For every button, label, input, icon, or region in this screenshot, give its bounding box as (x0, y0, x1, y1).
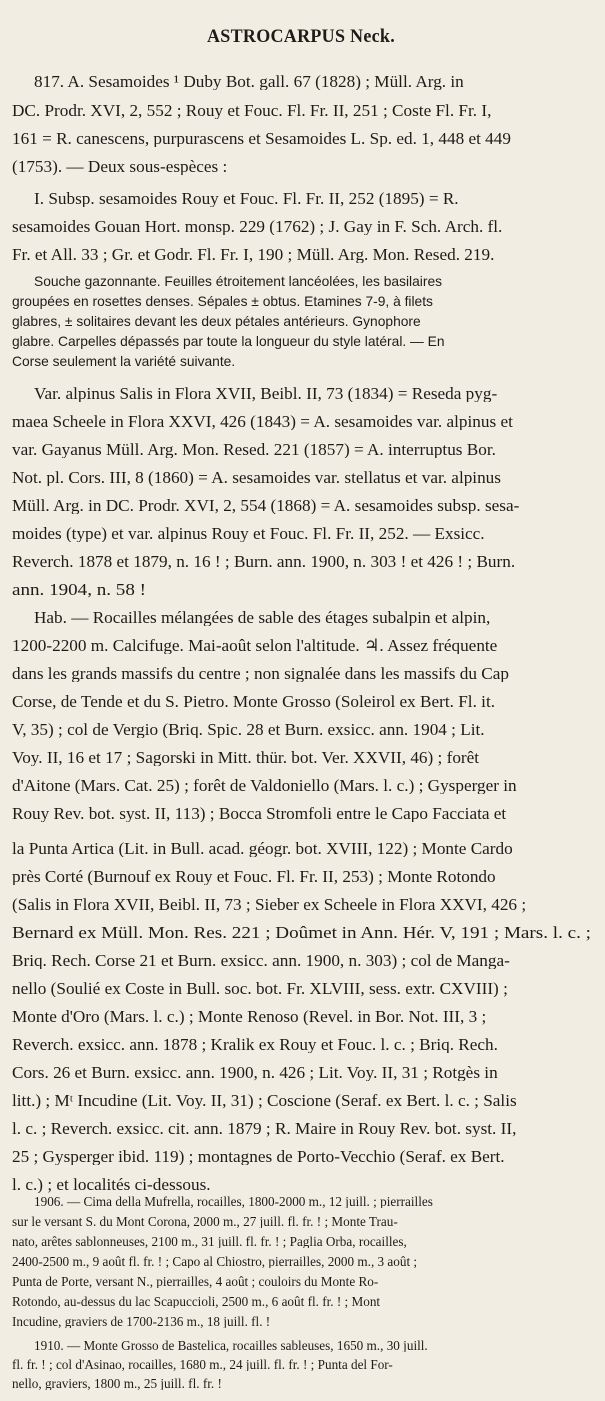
text-line: glabres, ± solitaires devant les deux pétales antérieurs. Gynophore (12, 315, 421, 329)
text-line: Müll. Arg. in DC. Prodr. XVI, 2, 554 (1868) = A. sesamoides subsp. sesa- (12, 497, 520, 515)
text-line: groupées en rosettes denses. Sépales ± obtus. Etamines 7-9, à filets (12, 295, 433, 309)
text-line: Voy. II, 16 et 17 ; Sagorski in Mitt. thür. bot. Ver. XXVII, 46) ; forêt (12, 749, 480, 767)
text-line: d'Aitone (Mars. Cat. 25) ; forêt de Valdoniello (Mars. l. c.) ; Gysperger in (12, 777, 517, 795)
text-line: sur le versant S. du Mont Corona, 2000 m., 27 juill. fl. fr. ! ; Monte Trau- (12, 1215, 398, 1229)
text-line: Monte d'Oro (Mars. l. c.) ; Monte Renoso (Revel. in Bor. Not. III, 3 ; (12, 1008, 487, 1026)
text-line: litt.) ; Mᵗ Incudine (Lit. Voy. II, 31) ; Coscione (Seraf. ex Bert. l. c. ; Salis (12, 1092, 517, 1110)
text-line: Bernard ex Müll. Mon. Res. 221 ; Doûmet in Ann. Hér. V, 191 ; Mars. l. c. ; (12, 924, 591, 942)
text-line: 2400-2500 m., 9 août fl. fr. ! ; Capo al Chiostro, pierrailles, 2000 m., 3 août ; (12, 1255, 418, 1269)
text-line: Corse seulement la variété suivante. (12, 355, 236, 369)
text-line: Fr. et All. 33 ; Gr. et Godr. Fl. Fr. I, 190 ; Müll. Arg. Mon. Resed. 219. (12, 246, 495, 264)
text-line: moides (type) et var. alpinus Rouy et Fouc. Fl. Fr. II, 252. — Exsicc. (12, 525, 485, 543)
text-line: Rouy Rev. bot. syst. II, 113) ; Bocca Stromfoli entre le Capo Facciata et (12, 805, 507, 823)
text-line: 1906. — Cima della Mufrella, rocailles, 1800-2000 m., 12 juill. ; pierrailles (34, 1195, 433, 1209)
page-title: ASTROCARPUS Neck. (207, 27, 395, 46)
text-line: sesamoides Gouan Hort. monsp. 229 (1762) ; J. Gay in F. Sch. Arch. fl. (12, 218, 503, 236)
text-line: nato, arêtes sablonneuses, 2100 m., 31 juill. fl. fr. ! ; Paglia Orba, rocailles, (12, 1235, 407, 1249)
text-line: l. c. ; Reverch. exsicc. cit. ann. 1879 ; R. Maire in Rouy Rev. bot. syst. II, (12, 1120, 517, 1138)
text-line: V, 35) ; col de Vergio (Briq. Spic. 28 et Burn. exsicc. ann. 1904 ; Lit. (12, 721, 485, 739)
text-line: 1200-2200 m. Calcifuge. Mai-août selon l'altitude. ♃. Assez fréquente (12, 637, 498, 655)
text-line: nello (Soulié ex Coste in Bull. soc. bot. Fr. XLVIII, sess. extr. CXVIII) ; (12, 980, 508, 998)
text-line: I. Subsp. sesamoides Rouy et Fouc. Fl. Fr. II, 252 (1895) = R. (34, 190, 459, 208)
text-line: 25 ; Gysperger ibid. 119) ; montagnes de Porto-Vecchio (Seraf. ex Bert. (12, 1148, 505, 1166)
text-line: Var. alpinus Salis in Flora XVII, Beibl. II, 73 (1834) = Reseda pyg- (34, 385, 498, 403)
text-line: maea Scheele in Flora XXVI, 426 (1843) = A. sesamoides var. alpinus et (12, 413, 513, 431)
text-line: Reverch. exsicc. ann. 1878 ; Kralik ex Rouy et Fouc. l. c. ; Briq. Rech. (12, 1036, 498, 1054)
text-line: Reverch. 1878 et 1879, n. 16 ! ; Burn. ann. 1900, n. 303 ! et 426 ! ; Burn. (12, 553, 516, 571)
text-line: Souche gazonnante. Feuilles étroitement lancéolées, les basilaires (34, 275, 443, 289)
text-line: fl. fr. ! ; col d'Asinao, rocailles, 1680 m., 24 juill. fl. fr. ! ; Punta del For- (12, 1358, 393, 1372)
text-line: Corse, de Tende et du S. Pietro. Monte Grosso (Soleirol ex Bert. Fl. it. (12, 693, 496, 711)
text-line: l. c.) ; et localités ci-dessous. (12, 1176, 211, 1194)
text-line: Cors. 26 et Burn. exsicc. ann. 1900, n. 426 ; Lit. Voy. II, 31 ; Rotgès in (12, 1064, 498, 1082)
text-line: Incudine, graviers de 1700-2136 m., 18 juill. fl. ! (12, 1315, 271, 1329)
text-line: 817. A. Sesamoides ¹ Duby Bot. gall. 67 (1828) ; Müll. Arg. in (34, 73, 464, 91)
text-line: glabre. Carpelles dépassés par toute la longueur du style latéral. — En (12, 335, 445, 349)
text-line: Punta de Porte, versant N., pierrailles, 4 août ; couloirs du Monte Ro- (12, 1275, 379, 1289)
text-line: ann. 1904, n. 58 ! (12, 581, 146, 599)
text-line: Hab. — Rocailles mélangées de sable des étages subalpin et alpin, (34, 609, 491, 627)
text-line: nello, graviers, 1800 m., 25 juill. fl. fr. ! (12, 1377, 222, 1391)
text-line: 161 = R. canescens, purpurascens et Sesamoides L. Sp. ed. 1, 448 et 449 (12, 130, 511, 148)
text-line: dans les grands massifs du centre ; non signalée dans les massifs du Cap (12, 665, 509, 683)
text-line: Not. pl. Cors. III, 8 (1860) = A. sesamoides var. stellatus et var. alpinus (12, 469, 501, 487)
text-line: (1753). — Deux sous-espèces : (12, 158, 228, 176)
text-line: var. Gayanus Müll. Arg. Mon. Resed. 221 (1857) = A. interruptus Bor. (12, 441, 496, 459)
text-line: DC. Prodr. XVI, 2, 552 ; Rouy et Fouc. Fl. Fr. II, 251 ; Coste Fl. Fr. I, (12, 102, 492, 120)
text-line: 1910. — Monte Grosso de Bastelica, rocailles sableuses, 1650 m., 30 juill. (34, 1339, 428, 1353)
text-line: près Corté (Burnouf ex Rouy et Fouc. Fl. Fr. II, 253) ; Monte Rotondo (12, 868, 496, 886)
text-line: (Salis in Flora XVII, Beibl. II, 73 ; Sieber ex Scheele in Flora XXVI, 426 ; (12, 896, 527, 914)
text-line: la Punta Artica (Lit. in Bull. acad. géogr. bot. XVIII, 122) ; Monte Cardo (12, 840, 513, 858)
text-line: Rotondo, au-dessus du lac Scapuccioli, 2500 m., 6 août fl. fr. ! ; Mont (12, 1295, 381, 1309)
text-line: Briq. Rech. Corse 21 et Burn. exsicc. ann. 1900, n. 303) ; col de Manga- (12, 952, 510, 970)
